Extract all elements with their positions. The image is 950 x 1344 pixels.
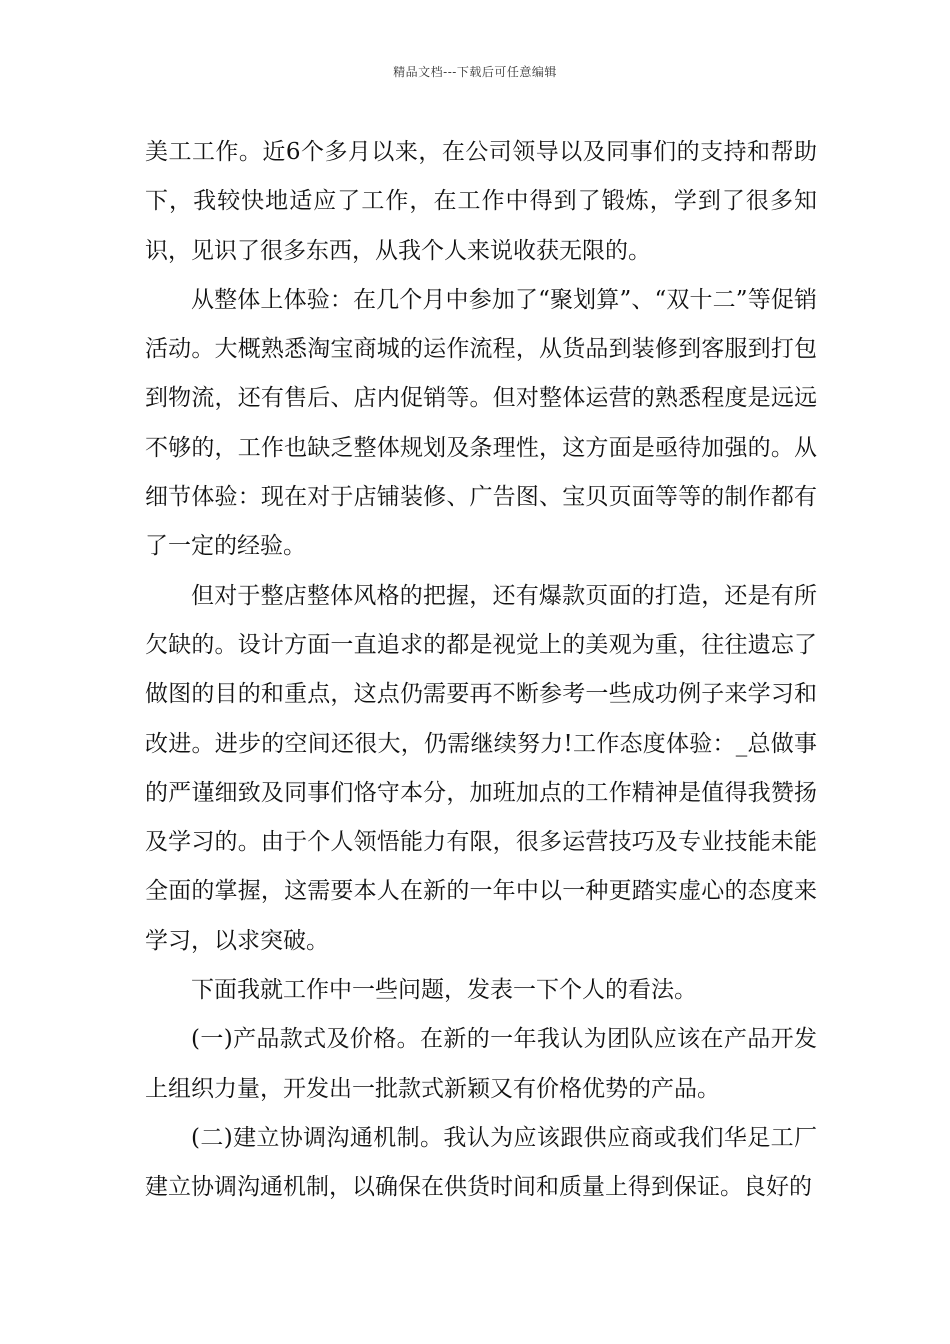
paragraph-4: 下面我就工作中一些问题，发表一下个人的看法。 [191,977,697,1004]
paragraph-2: 从整体上体验：在几个月中参加了“聚划算”、“双十二”等促销活动。大概熟悉淘宝商城的运作流程，从货品到装修到客服到打包到物流，还有售后、店内促销等。但对整体运营的熟悉程度是远远不够的，工作也缺乏整体规划及条理性，这方面是亟待加强的。从细节体验：现在对于店铺装修、广告图、宝贝页面等等的制作都有了一定的经验。 [145,286,817,560]
paragraph-5: (一)产品款式及价格。在新的一年我认为团队应该在产品开发上组织力量，开发出一批款式新颖又有价格优势的产品。 [145,1026,817,1102]
paragraph-6: (二)建立协调沟通机制。我认为应该跟供应商或我们华足工厂建立协调沟通机制，以确保在供货时间和质量上得到保证。良好的 [145,1124,817,1201]
paragraph-1: 美工工作。近6个多月以来，在公司领导以及同事们的支持和帮助下，我较快地适应了工作，在工作中得到了锻炼，学到了很多知识，见识了很多东西，从我个人来说收获无限的。 [145,139,817,264]
paragraph-3: 但对于整店整体风格的把握，还有爆款页面的打造，还是有所欠缺的。设计方面一直追求的都是视觉上的美观为重，往往遗忘了做图的目的和重点，这点仍需要再不断参考一些成功例子来学习和改进。进步的空间还很大，仍需继续努力!工作态度体验：_总做事的严谨细致及同事们恪守本分，加班加点的工作精神是值得我赞扬及学习的。由于个人领悟能力有限，很多运营技巧及专业技能未能全面的掌握，这需要本人在新的一年中以一种更踏实虚心的态度来学习，以求突破。 [145,582,817,954]
document-body [145,128,817,1213]
page-header: 精品文档---下载后可任意编辑 [393,65,557,79]
